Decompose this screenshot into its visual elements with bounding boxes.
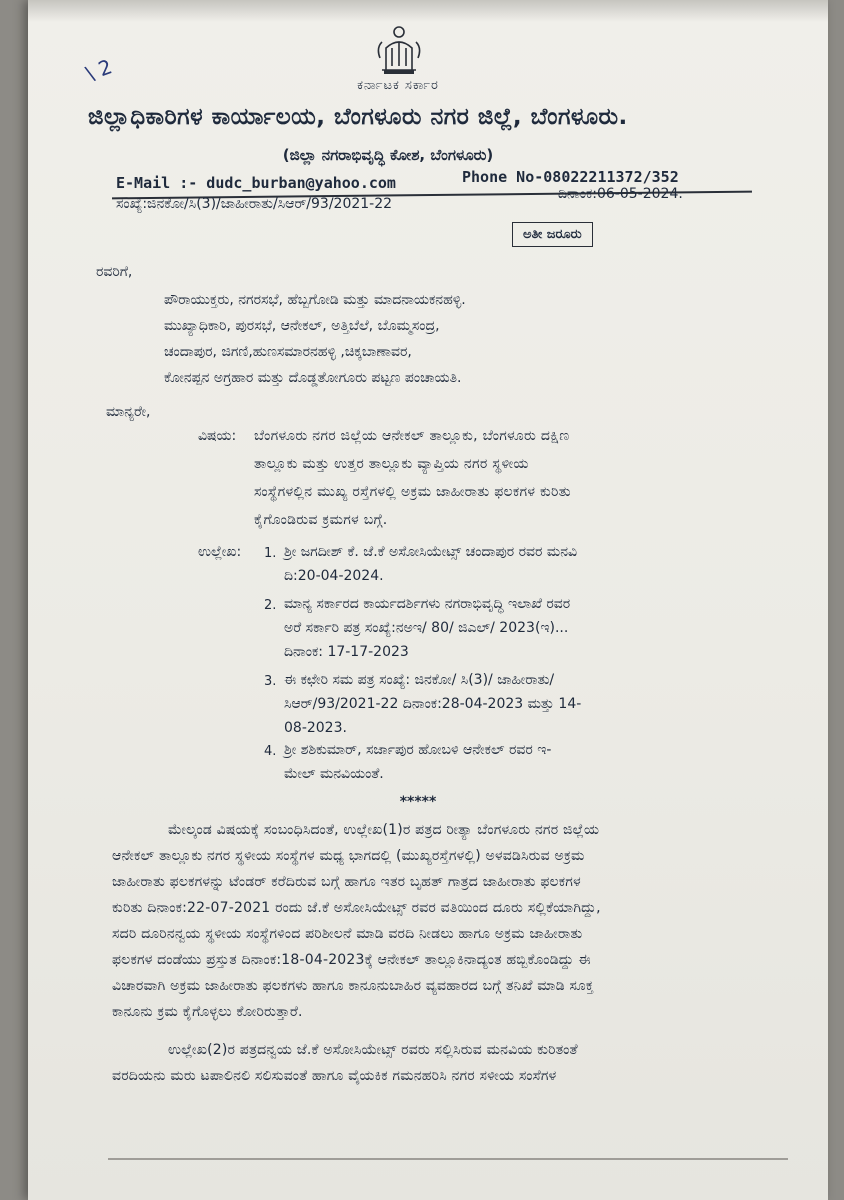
reference-text: ಶ್ರೀ ಶಶಿಕುಮಾರ್, ಸರ್ಜಾಪುರ ಹೋಬಳಿ ಆನೇಕಲ್ ರವರ ಇ- [284,742,552,758]
reference-number-1: 1. [264,546,277,561]
salutation: ಮಾನ್ಯರೇ, [106,404,151,420]
addressee-line: ಕೋನಪ್ಪನ ಅಗ್ರಹಾರ ಮತ್ತು ದೊಡ್ಡತೋಗೂರು ಪಟ್ಟಣ ಪಂಚಾಯತಿ. [164,370,462,386]
email-address: E-Mail :- dudc_burban@yahoo.com [116,174,396,192]
government-emblem-icon [372,18,426,78]
addressee-line: ಪೌರಾಯುಕ್ತರು, ನಗರಸಭೆ, ಹೆಬ್ಬಗೋಡಿ ಮತ್ತು ಮಾದನಾಯಕನಹಳ್ಳಿ. [164,292,466,308]
body-line: ಫಲಕಗಳ ದಂಡೆಯು ಪ್ರಸ್ತುತ ದಿನಾಂಕ:18-04-2023ಕ್ಕೆ ಆನೇಕಲ್ ತಾಲ್ಲೂಕಿನಾದ್ಯಂತ ಹಬ್ಬಿಕೊಂಡಿದ್ದು ಈ [112,952,591,968]
office-title: ಜಿಲ್ಲಾಧಿಕಾರಿಗಳ ಕಾರ್ಯಾಲಯ, ಬೆಂಗಳೂರು ನಗರ ಜಿಲ್ಲೆ, ಬೆಂಗಳೂರು. [88,104,628,130]
reference-text: ಮೇಲ್ ಮನವಿಯಂತೆ. [284,766,384,782]
body-line: ಸದರಿ ದೂರಿನನ್ವಯ ಸ್ಥಳೀಯ ಸಂಸ್ಥೆಗಳಿಂದ ಪರಿಶೀಲನೆ ಮಾಡಿ ವರದಿ ನೀಡಲು ಹಾಗೂ ಅಕ್ರಮ ಜಾಹೀರಾತು [112,926,583,942]
letter-page [28,0,828,1200]
addressee-line: ಚಂದಾಪುರ, ಜಿಗಣಿ,ಹುಣಸಮಾರನಹಳ್ಳಿ ,ಚಿಕ್ಕಬಾಣಾವರ, [164,344,412,360]
reference-text: ಶ್ರೀ ಜಗದೀಶ್ ಕೆ. ಜೆ.ಕೆ ಅಸೋಸಿಯೇಟ್ಸ್ ಚಂದಾಪುರ ರವರ ಮನವಿ [284,544,578,560]
subject-line: ಕೈಗೊಂಡಿರುವ ಕ್ರಮಗಳ ಬಗ್ಗೆ. [254,512,388,528]
body-line: ಜಾಹೀರಾತು ಫಲಕಗಳನ್ನು ಟೆಂಡರ್ ಕರೆದಿರುವ ಬಗ್ಗೆ ಹಾಗೂ ಇತರ ಬೃಹತ್ ಗಾತ್ರದ ಜಾಹೀರಾತು ಫಲಕಗಳ [112,874,581,890]
reference-text: ದಿ:20-04-2024. [284,568,384,584]
reference-text: 08-2023. [284,720,347,736]
body-line: ಕುರಿತು ದಿನಾಂಕ:22-07-2021 ರಂದು ಜೆ.ಕೆ ಅಸೋಸಿಯೇಟ್ಸ್ ರವರ ವತಿಯಿಂದ ದೂರು ಸಲ್ಲಿಕೆಯಾಗಿದ್ದು, [112,900,601,916]
subject-line: ತಾಲ್ಲೂಕು ಮತ್ತು ಉತ್ತರ ತಾಲ್ಲೂಕು ವ್ಯಾಪ್ತಿಯ ನಗರ ಸ್ಥಳೀಯ [254,456,529,472]
subject-label: ವಿಷಯ: [198,428,237,444]
margin-handwriting: \ 2 [82,54,116,86]
letter-date: ದಿನಾಂಕ:06-05-2024. [558,186,683,202]
body-line: ಆನೇಕಲ್ ತಾಲ್ಲೂಕು ನಗರ ಸ್ಥಳೀಯ ಸಂಸ್ಥೆಗಳ ಮಧ್ಯ ಭಾಗದಲ್ಲಿ (ಮುಖ್ಯರಸ್ತೆಗಳಲ್ಲಿ) ಅಳವಡಿಸಿರುವ ಅಕ್ರಮ [112,848,585,864]
reference-number-3: 3. [264,674,277,689]
reference-text: ಮಾನ್ಯ ಸರ್ಕಾರದ ಕಾರ್ಯದರ್ಶಿಗಳು ನಗರಾಭಿವೃದ್ಧಿ ಇಲಾಖೆ ರವರ [284,596,571,612]
urgent-stamp: ಅತೀ ಜರೂರು [512,222,593,247]
reference-text: ದಿನಾಂಕ: 17-17-2023 [284,644,409,660]
phone-number: Phone No-08022211372/352 [462,168,679,186]
body-line: ವಿಚಾರವಾಗಿ ಅಕ್ರಮ ಜಾಹೀರಾತು ಫಲಕಗಳು ಹಾಗೂ ಕಾನೂನುಬಾಹಿರ ವ್ಯವಹಾರದ ಬಗ್ಗೆ ತನಿಖೆ ಮಾಡಿ ಸೂಕ್ತ [112,978,594,994]
reference-number-4: 4. [264,744,277,759]
addressee-label: ರವರಿಗೆ, [96,264,133,280]
body-line: ಮೇಲ್ಕಂಡ ವಿಷಯಕ್ಕೆ ಸಂಬಂಧಿಸಿದಂತೆ, ಉಲ್ಲೇಖ(1)ರ ಪತ್ರದ ರೀತ್ಯಾ ಬೆಂಗಳೂರು ನಗರ ಜಿಲ್ಲೆಯ [168,822,600,838]
reference-text: ಅರೆ ಸರ್ಕಾರಿ ಪತ್ರ ಸಂಖ್ಯೆ:ನಅಇ/ 80/ ಜಿಎಲ್/ 2023(ಇ)... [284,620,569,636]
government-name: ಕರ್ನಾಟಕ ಸರ್ಕಾರ [357,78,439,93]
body-line: ಕಾನೂನು ಕ್ರಮ ಕೈಗೊಳ್ಳಲು ಕೋರಿರುತ್ತಾರೆ. [112,1004,303,1020]
addressee-line: ಮುಖ್ಯಾಧಿಕಾರಿ, ಪುರಸಭೆ, ಆನೇಕಲ್, ಅತ್ತಿಬೆಲೆ, ಬೊಮ್ಮಸಂದ್ರ, [164,318,440,334]
references-label: ಉಲ್ಲೇಖ: [198,544,242,560]
reference-number: ಸಂಖ್ಯೆ:ಜಿನಕೋ/ಸಿ(3)/ಜಾಹೀರಾತು/ಸಿಆರ್/93/2021-22 [116,196,393,212]
body-line: ವರದಿಯನು ಮರು ಟಪಾಲಿನಲಿ ಸಲಿಸುವಂತೆ ಹಾಗೂ ವೈಯಕಿಕ ಗಮನಹರಿಸಿ ನಗರ ಸಳೀಯ ಸಂಸೆಗಳ [112,1068,557,1084]
reference-text: ಸಿಆರ್/93/2021-22 ದಿನಾಂಕ:28-04-2023 ಮತ್ತು 14- [284,696,582,712]
page-fold [108,1158,788,1160]
section-separator: ***** [399,794,437,810]
body-line: ಉಲ್ಲೇಖ(2)ರ ಪತ್ರದನ್ವಯ ಜೆ.ಕೆ ಅಸೋಸಿಯೇಟ್ಸ್ ರವರು ಸಲ್ಲಿಸಿರುವ ಮನವಿಯ ಕುರಿತಂತೆ [168,1042,578,1058]
office-subtitle: (ಜಿಲ್ಲಾ ನಗರಾಭಿವೃದ್ಧಿ ಕೋಶ, ಬೆಂಗಳೂರು) [282,146,494,164]
reference-number-2: 2. [264,598,277,613]
page-shadow [28,0,828,22]
subject-line: ಬೆಂಗಳೂರು ನಗರ ಜಿಲ್ಲೆಯ ಆನೇಕಲ್ ತಾಲ್ಲೂಕು, ಬೆಂಗಳೂರು ದಕ್ಷಿಣ [254,428,570,444]
subject-line: ಸಂಸ್ಥೆಗಳಲ್ಲಿನ ಮುಖ್ಯ ರಸ್ತೆಗಳಲ್ಲಿ ಅಕ್ರಮ ಜಾಹೀರಾತು ಫಲಕಗಳ ಕುರಿತು [254,484,571,500]
reference-text: ಈ ಕಛೇರಿ ಸಮ ಪತ್ರ ಸಂಖ್ಯೆ: ಜಿನಕೋ/ ಸಿ(3)/ ಜಾಹೀರಾತು/ [284,672,555,688]
